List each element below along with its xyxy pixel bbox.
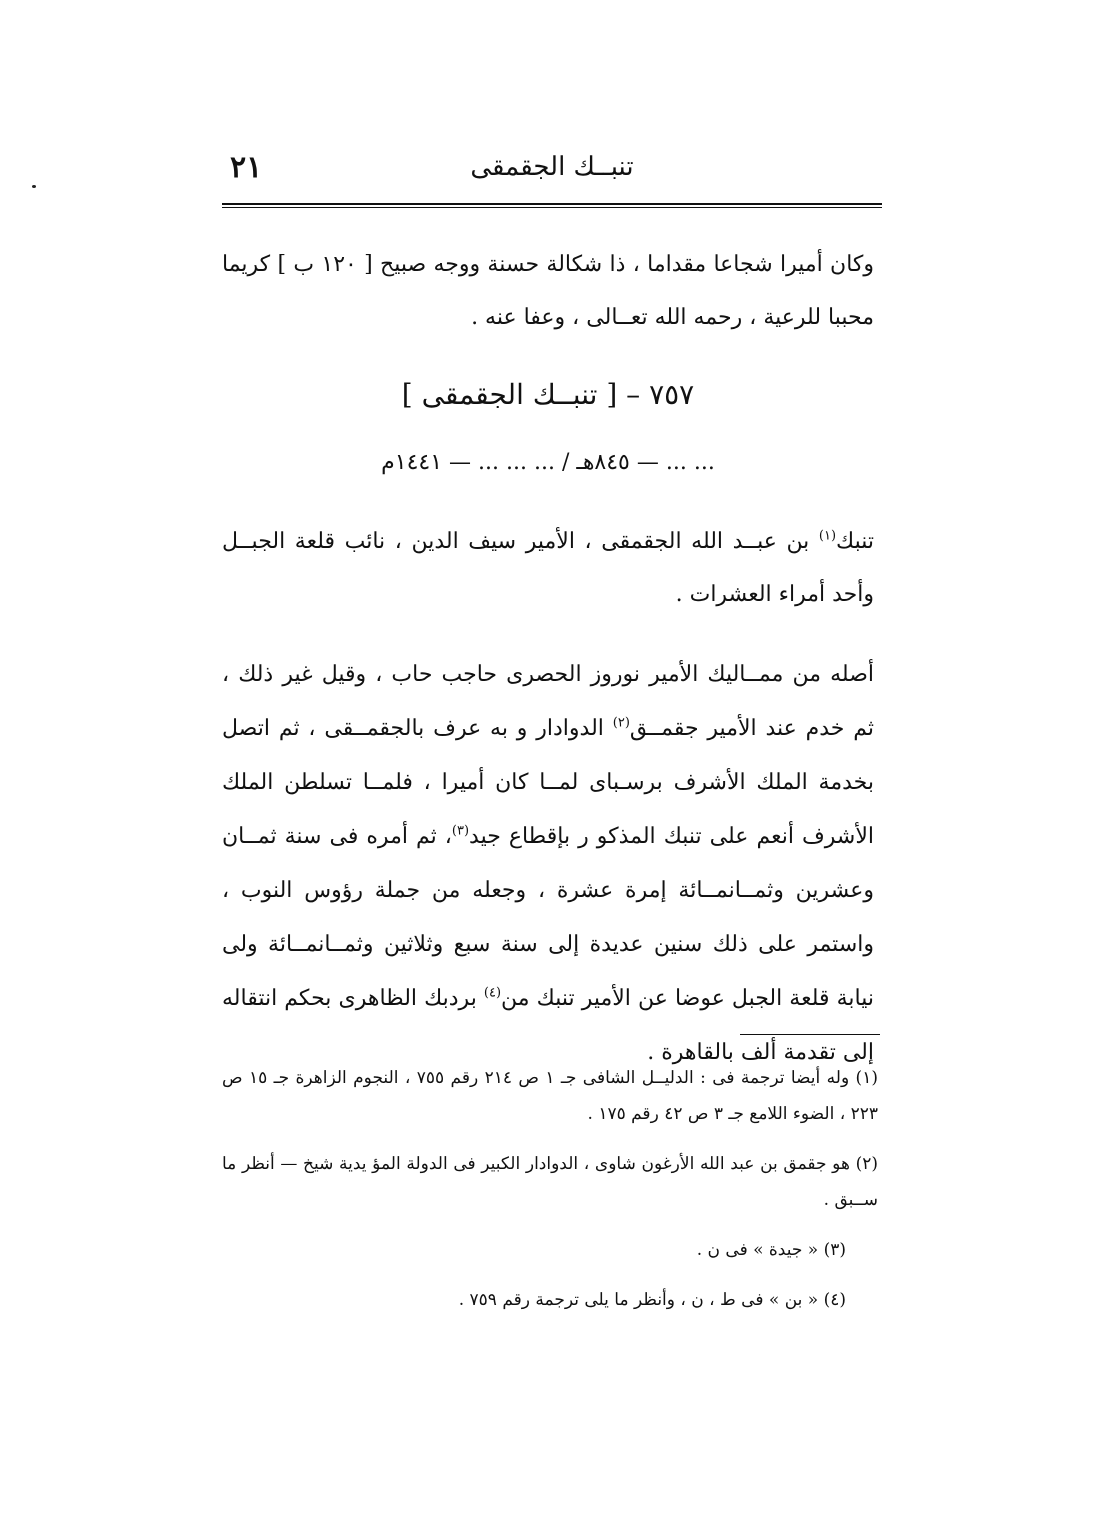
page-number: ٢١ — [230, 150, 263, 185]
footnote-4: (٤) « بن » فى ط ، ن ، وأنظر ما يلى ترجمة رقم ٧٥٩ . — [458, 1290, 846, 1310]
paragraph-3-part-a: أصله من ممــاليك الأمير نوروز الحصرى حاجب حاب ، وقيل غير ذلك ، ثم خدم عند الأمير جقمــق — [222, 662, 875, 741]
header-rule-secondary — [222, 207, 882, 208]
header-rule — [222, 203, 882, 205]
paragraph-1: وكان أميرا شجاعا مقداما ، ذا شكالة حسنة ووجه صبيح [ ١٢٠ ب ] كريما محببا للرعية ، رحمه الله تعــالى ، وعفا عنه . — [222, 252, 874, 330]
footnote-rule — [740, 1034, 880, 1035]
entry-heading: ٧٥٧ – [ تنبــك الجقمقى ] — [401, 378, 695, 411]
footnote-1: (١) وله أيضا ترجمة فى : الدليــل الشافى جـ ١ ص ٢١٤ رقم ٧٥٥ ، النجوم الزاهرة جـ ١٥ ص ٢٢٣ ، الضوء اللامع جـ ٣ ص ٤٢ رقم ١٧٥ . — [222, 1068, 878, 1124]
paragraph-2-rest: بن عبــد الله الجقمقى ، الأمير سيف الدين ، نائب قلعة الجبــل وأحد أمراء العشرات . — [222, 529, 874, 607]
page-header — [222, 150, 882, 202]
paragraph-3-part-c: ، ثم أمره فى سنة ثمــان وعشرين وثمــانمــائة إمرة عشرة ، وجعله من جملة رؤوس النوب ، واستمر على ذلك سنين عديدة إلى سنة سبع وثلاثين وثمــانمــائة ولى نيابة قلعة الجبل عوضا عن الأمير تنبك من — [222, 824, 874, 1011]
scan-speck — [32, 185, 36, 188]
footnote-2: (٢) هو جقمق بن عبد الله الأرغون شاوى ، الدوادار الكبير فى الدولة المؤ يدية شيخ — أنظر ما ســبق . — [222, 1154, 878, 1210]
paragraph-2 — [222, 515, 874, 621]
footnote-3: (٣) « جيدة » فى ن . — [696, 1240, 846, 1260]
entry-dates: ... ... — ٨٤٥هـ / ... ... ... — ١٤٤١م — [381, 450, 715, 475]
running-title: تنبــك الجقمقى — [470, 152, 634, 182]
paragraph-2-start: تنبك — [836, 529, 874, 554]
footnote-ref-4: (٤) — [483, 985, 502, 1001]
paragraph-3 — [222, 648, 874, 1080]
paragraph-3-part-d: بردبك الظاهرى بحكم انتقاله إلى تقدمة ألف بالقاهرة . — [222, 986, 874, 1065]
footnotes — [222, 1060, 878, 1332]
footnote-ref-2: (٢) — [612, 715, 630, 731]
footnote-ref-1: (١) — [818, 528, 837, 544]
paragraph-3-part-b: الدوادار و به عرف بالجقمــقى ، ثم اتصل بخدمة الملك الأشرف برسـباى لمــا كان أميرا ، فلمــا تسلطن الملك الأشرف أنعم على تنبك المذكو ر بإقطاع جيد — [222, 716, 874, 849]
footnote-ref-3: (٣) — [451, 823, 470, 839]
